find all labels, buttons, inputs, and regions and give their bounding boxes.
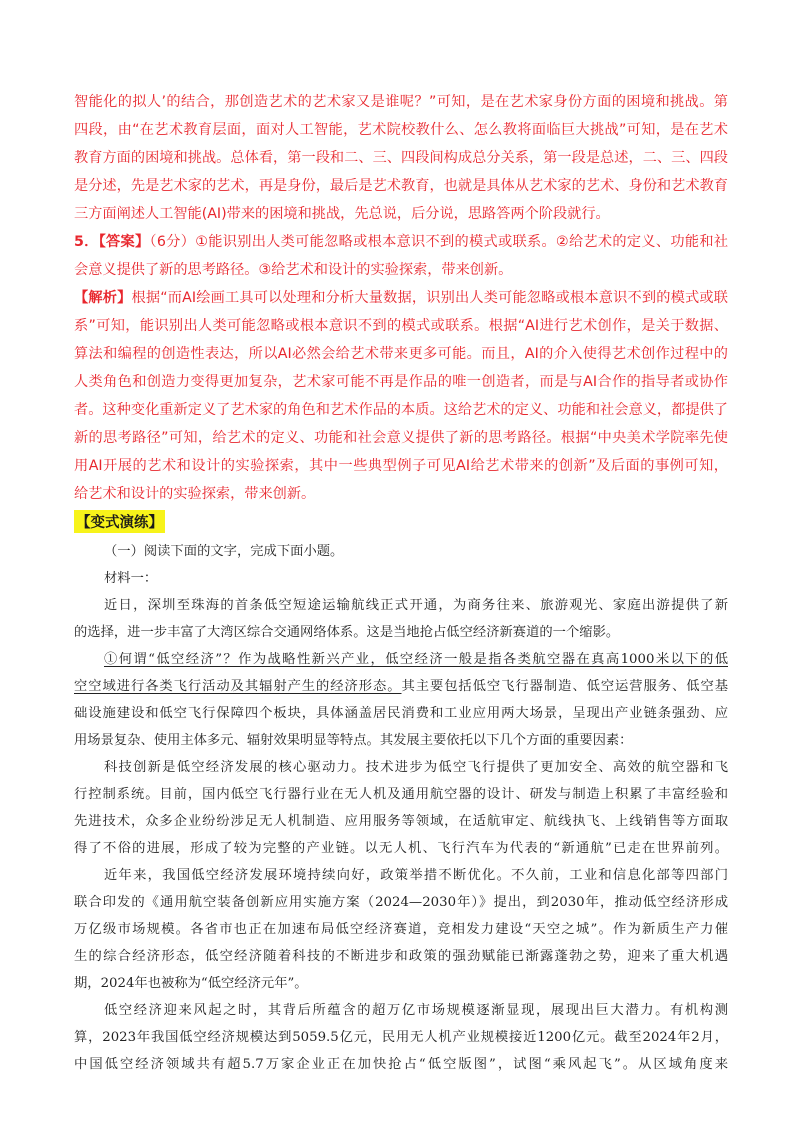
analysis-text-line: 人类角色和创造力变得更加复杂，艺术家可能不再是作品的唯一创造者，而是与AI合作的指导者或协作 — [74, 374, 728, 390]
passage-line: 万亿级市场规模。各省市也正在加速布局低空经济赛道，竞相发力建设“天空之城”。作为新质生产力催 — [74, 922, 728, 937]
analysis-text-line: 给艺术和设计的实验探索，带来创新。 — [74, 486, 316, 502]
passage-line: 算，2023年我国低空经济规模达到5059.5亿元，民用无人机产业规模接近1200亿元。截至2024年2月， — [74, 1030, 728, 1045]
passage-line: 生的综合经济形态，低空经济随着科技的不断进步和政策的强劲赋能已渐露蓬勃之势，迎来了重大机遇 — [74, 949, 728, 964]
passage-line: 行控制系统。目前，国内低空飞行器行业在无人机及通用航空器的设计、研发与制造上积累了丰富经验和 — [74, 787, 728, 802]
passage-text: 其主要包括低空飞行器制造、低空运营服务、低空基 — [401, 679, 728, 694]
passage-line: 近日，深圳至珠海的首条低空短途运输航线正式开通，为商务往来、旅游观光、家庭出游提供了新 — [104, 598, 728, 613]
answer-text-line: 会意义提供了新的思考路径。③给艺术和设计的实验探索，带来创新。 — [74, 262, 513, 278]
analysis-text-line: 智能化的拟人’的结合，那创造艺术的艺术家又是谁呢？”可知，是在艺术家身份方面的困境和挑战。第 — [74, 94, 728, 110]
passage-line: 的选择，进一步丰富了大湾区综合交通网络体系。这是当地抢占低空经济新赛道的一个缩影。 — [74, 625, 620, 640]
passage-line: 期，2024年也被称为“低空经济元年”。 — [74, 976, 308, 991]
passage-line: 低空经济迎来风起之时，其背后所蕴含的超万亿市场规模逐渐显现，展现出巨大潜力。有机构测 — [104, 1003, 728, 1018]
variant-practice-header: 【变式演练】 — [74, 510, 165, 533]
passage-line-underlined: ①何谓“低空经济”？作为战略性新兴产业，低空经济一般是指各类航空器在真高1000米以下的低 — [104, 652, 728, 667]
analysis-text-line: 新的思考路径”可知，给艺术的定义、功能和社会意义提供了新的思考路径。根据“中央美术学院率先使 — [74, 430, 728, 446]
passage-line: 近年来，我国低空经济发展环境持续向好，政策举措不断优化。不久前，工业和信息化部等四部门 — [104, 868, 728, 883]
analysis-paragraph-start — [74, 286, 728, 311]
passage-line: 联合印发的《通用航空装备创新应用实施方案（2024—2030年）》提出，到2030年，推动低空经济形成 — [74, 895, 728, 910]
analysis-text: 根据“而AI绘画工具可以处理和分析大量数据，识别出人类可能忽略或根本意识不到的模式或联 — [131, 290, 728, 306]
question-number: 5． — [74, 234, 99, 250]
answer-analysis-section — [74, 90, 728, 507]
passage-line: 用场景复杂、使用主体多元、辐射效果明显等特点。其发展主要依托以下几个方面的重要因素： — [74, 733, 633, 748]
analysis-text-line: 者。这种变化重新定义了艺术家的角色和艺术作品的本质。这给艺术的定义、功能和社会意义，都提供了 — [74, 402, 728, 418]
answer-text: （6分）①能识别出人类可能忽略或根本意识不到的模式或联系。②给艺术的定义、功能和社 — [149, 234, 728, 250]
analysis-text-line: 算法和编程的创造性表达，所以AI必然会给艺术带来更多可能。而且，AI的介入使得艺术创作过程中的 — [74, 346, 728, 362]
analysis-text-line: 四段，由“在艺术教育层面，面对人工智能，艺术院校教什么、怎么教将面临巨大挑战”可知，是在艺术 — [74, 122, 728, 138]
passage-line: 中国低空经济领域共有超5.7万家企业正在加快抢占“低空版图”，试图“乘风起飞”。从区域角度来 — [74, 1057, 728, 1072]
passage-line: 先进技术，众多企业纷纷涉足无人机制造、应用服务等领域，在适航审定、航线执飞、上线销售等方面取 — [74, 814, 728, 829]
material-label: 材料一： — [104, 571, 158, 586]
passage-line-mixed — [74, 673, 728, 700]
analysis-text-line: 教育方面的困境和挑战。总体看，第一段和二、三、四段间构成总分关系，第一段是总述，二、三、四段 — [74, 150, 728, 166]
analysis-text-line: 是分述，先是艺术家的艺术，再是身份，最后是艺术教育，也就是具体从艺术家的艺术、身份和艺术教育 — [74, 178, 728, 194]
passage-line: 础设施建设和低空飞行保障四个板块，具体涵盖居民消费和工业应用两大场景，呈现出产业链条强劲、应 — [74, 706, 728, 721]
analysis-text-line: 三方面阐述人工智能(AI)带来的困境和挑战，先总说，后分说，思路答两个阶段就行。 — [74, 206, 610, 222]
question-5-answer — [74, 230, 728, 255]
underlined-sentence: 空空域进行各类飞行活动及其辐射产生的经济形态。 — [74, 679, 402, 694]
passage-line: 得了不俗的进展，形成了较为完整的产业链。以无人机、飞行汽车为代表的“新通航”已走在世界前列。 — [74, 841, 728, 856]
analysis-text-line: 用AI开展的艺术和设计的实验探索，其中一些典型例子可见AI给艺术带来的创新”及后面的事例可知， — [74, 458, 728, 474]
analysis-text-line: 系”可知，能识别出人类可能忽略或根本意识不到的模式或联系。根据“AI进行艺术创作，是关于数据、 — [74, 318, 728, 334]
passage-line: 科技创新是低空经济发展的核心驱动力。技术进步为低空飞行提供了更加安全、高效的航空器和飞 — [104, 760, 728, 775]
reading-instruction: （一）阅读下面的文字，完成下面小题。 — [104, 544, 344, 559]
analysis-tag: 【解析】 — [74, 290, 132, 306]
reading-passage — [74, 538, 728, 1078]
answer-tag: 【答案】 — [98, 234, 150, 250]
